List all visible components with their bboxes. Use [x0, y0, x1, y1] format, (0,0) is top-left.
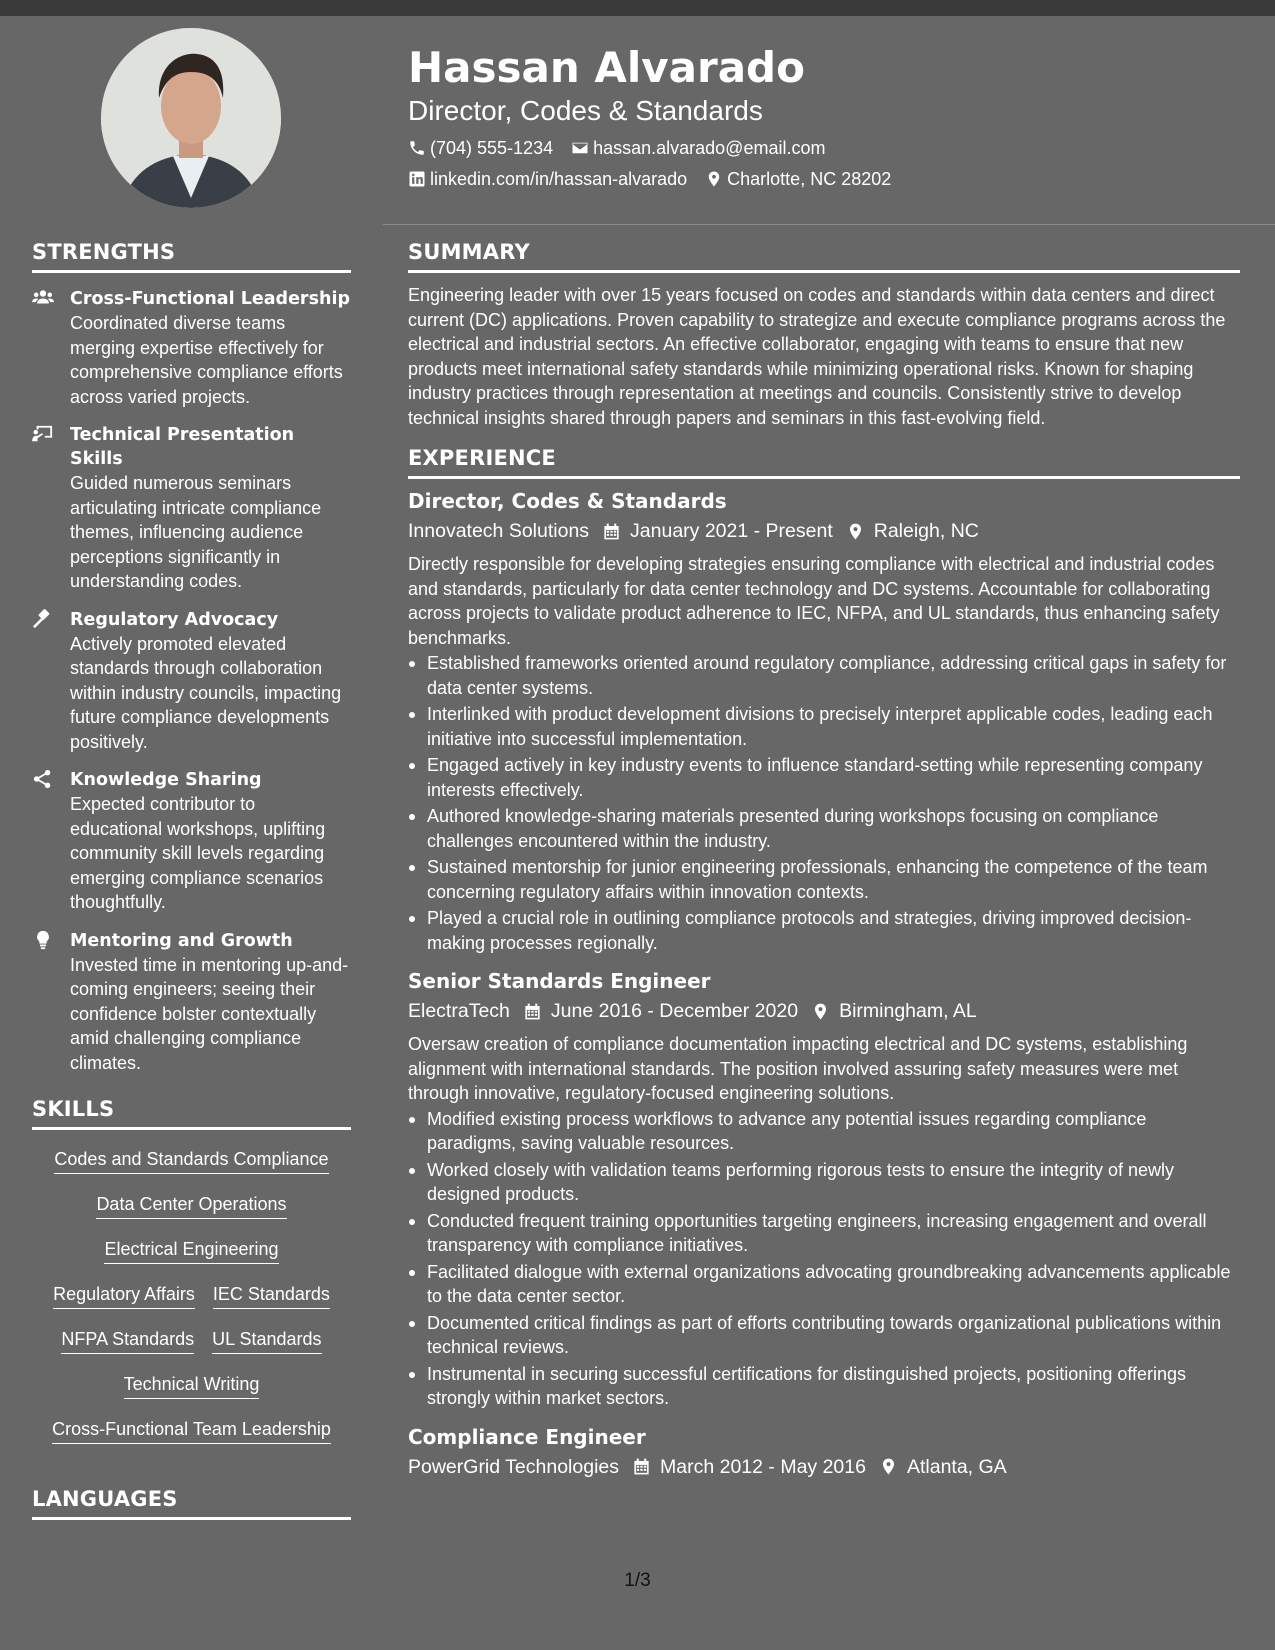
skills-list: [32, 1142, 351, 1457]
list-item: Sustained mentorship for junior engineering professionals, enhancing the competence of the team concerning regulatory affairs within innovation contexts.: [408, 855, 1240, 904]
calendar-icon: [523, 1002, 542, 1021]
job-description: Oversaw creation of compliance documentation impacting electrical and DC systems, establishing alignment with international standards. The position involved assuring safety measures were met through innovative, regulatory-focused engineering solutions.: [408, 1034, 1188, 1103]
list-item: Modified existing process workflows to advance any potential issues regarding compliance paradigms, saving valuable resources.: [408, 1107, 1240, 1156]
job-location: Birmingham, AL: [839, 1000, 977, 1022]
phone-text: (704) 555-1234: [430, 138, 554, 158]
map-pin-icon: [846, 522, 865, 541]
list-item: Documented critical findings as part of efforts contributing towards organizational publications within technical reviews.: [408, 1311, 1240, 1360]
strength-item: [32, 929, 351, 1076]
lightbulb-icon: [32, 930, 54, 950]
calendar-icon: [632, 1457, 651, 1476]
envelope-icon: [571, 139, 589, 157]
skill-tag: Technical Writing: [124, 1373, 260, 1399]
map-pin-icon: [705, 170, 723, 188]
strength-name: Mentoring and Growth: [70, 930, 293, 951]
list-item: Interlinked with product development divisions to precisely interpret applicable codes, leading each initiative into successful implementation.: [408, 702, 1240, 751]
phone-contact[interactable]: [408, 137, 553, 159]
share-icon: [32, 769, 54, 789]
job-dates: June 2016 - December 2020: [550, 1000, 799, 1022]
skill-tag: Electrical Engineering: [104, 1238, 278, 1264]
email-contact[interactable]: [571, 137, 825, 159]
list-item: Facilitated dialogue with external organizations advocating groundbreaking advancements applicable to the data center sector.: [408, 1260, 1240, 1309]
strength-item: [32, 423, 351, 594]
job-company: PowerGrid Technologies: [408, 1455, 620, 1478]
job-company: Innovatech Solutions: [408, 520, 590, 542]
list-item: Instrumental in securing successful certifications for distinguished projects, positioning offerings strongly within market sectors.: [408, 1362, 1240, 1411]
strength-name: Knowledge Sharing: [70, 770, 262, 790]
linkedin-text: linkedin.com/in/hassan-alvarado: [430, 169, 688, 189]
linkedin-icon: [408, 170, 426, 188]
strength-desc: Coordinated diverse teams merging expertise effectively for comprehensive compliance efforts across varied projects.: [70, 313, 343, 407]
header: [408, 42, 1248, 190]
map-pin-icon: [811, 1002, 830, 1021]
gavel-icon: [32, 609, 54, 629]
strength-desc: Invested time in mentoring up-and-coming engineers; seeing their confidence bolster contextually amid challenging compliance climates.: [70, 954, 349, 1073]
job-title: Senior Standards Engineer: [408, 969, 711, 993]
list-item: Established frameworks oriented around regulatory compliance, addressing critical gaps in safety for data center systems.: [408, 651, 1240, 700]
users-icon: [32, 288, 54, 308]
job-bullets: [408, 1107, 1240, 1411]
list-item: Played a crucial role in outlining compliance protocols and strategies, driving improved decision-making processes regionally.: [408, 906, 1240, 955]
contact-row-2: [408, 168, 1248, 190]
job-description: Directly responsible for developing strategies ensuring compliance with electrical and industrial codes and standards, particularly for data center technology and DC systems. Accountable for collaborating across projects to validate product adherence to IEC, NFPA, and UL standards, thus enhancing safety benchmarks.: [408, 554, 1220, 648]
phone-icon: [408, 139, 426, 157]
header-divider: [383, 224, 1275, 225]
job-title: Compliance Engineer: [408, 1424, 646, 1449]
list-item: Worked closely with validation teams performing rigorous tests to ensure the integrity of newly designed products.: [408, 1158, 1240, 1207]
candidate-name: Hassan Alvarado: [408, 43, 805, 92]
strength-name: Technical Presentation Skills: [70, 425, 295, 469]
strength-item: [32, 608, 351, 755]
page-number: 1/3: [624, 1570, 651, 1591]
skill-tag: Data Center Operations: [96, 1193, 286, 1219]
skill-tag: NFPA Standards: [61, 1328, 194, 1354]
job-entry: [408, 487, 1240, 955]
job-dates: January 2021 - Present: [630, 520, 833, 542]
languages-heading: LANGUAGES: [32, 1487, 351, 1520]
strengths-heading: STRENGTHS: [32, 240, 351, 273]
strength-desc: Expected contributor to educational workshops, uplifting community skill levels regarding emerging compliance scenarios thoughtfully.: [70, 794, 326, 912]
job-meta: [408, 518, 1240, 544]
profile-photo: [101, 28, 281, 208]
top-bar: [0, 0, 1275, 16]
skill-tag: Codes and Standards Compliance: [54, 1148, 328, 1174]
summary-text: Engineering leader with over 15 years focused on codes and standards within data centers and direct current (DC) applications. Proven capability to strategize and execute compliance programs across the electrical and industrial sectors. An effective collaborator, engaging with teams to ensure that new products meet international safety standards while minimizing operational risks. Known for shaping industry practices through representation at meetings and councils. Consistently strive to develop technical insights shared through papers and seminars in this fast-evolving field.: [408, 285, 1226, 428]
experience-heading: EXPERIENCE: [408, 446, 1240, 479]
job-bullets: [408, 651, 1240, 955]
email-text: hassan.alvarado@email.com: [593, 138, 826, 158]
job-title: Director, Codes & Standards: [408, 489, 727, 513]
linkedin-contact[interactable]: [408, 168, 687, 190]
list-item: Conducted frequent training opportunities targeting engineers, increasing engagement and overall transparency with compliance initiatives.: [408, 1209, 1240, 1258]
presentation-icon: [32, 424, 54, 444]
main-content: [408, 240, 1240, 1480]
job-meta: [408, 1454, 1240, 1480]
strength-item: [32, 287, 351, 409]
strength-desc: Actively promoted elevated standards through collaboration within industry councils, impacting future compliance developments positively.: [70, 633, 342, 752]
location-text: Charlotte, NC 28202: [727, 169, 892, 189]
strength-name: Cross-Functional Leadership: [70, 289, 350, 309]
skills-heading: SKILLS: [32, 1097, 351, 1130]
job-company: ElectraTech: [408, 1000, 510, 1022]
strength-desc: Guided numerous seminars articulating intricate compliance themes, influencing audience perceptions significantly in understanding codes.: [70, 473, 322, 591]
job-entry: [408, 1423, 1240, 1480]
list-item: Authored knowledge-sharing materials presented during workshops focusing on compliance challenges encountered within the industry.: [408, 804, 1240, 853]
map-pin-icon: [879, 1457, 898, 1476]
calendar-icon: [602, 522, 621, 541]
job-meta: [408, 998, 1240, 1024]
sidebar: [32, 240, 351, 1520]
strength-name: Regulatory Advocacy: [70, 609, 279, 630]
candidate-title: Director, Codes & Standards: [408, 95, 763, 126]
list-item: Engaged actively in key industry events to influence standard-setting while representing company interests effectively.: [408, 753, 1240, 802]
contact-row-1: [408, 137, 1248, 159]
skill-tag: Regulatory Affairs: [53, 1283, 195, 1309]
avatar: [101, 28, 281, 208]
location-contact: [705, 168, 891, 190]
skill-tag: IEC Standards: [213, 1283, 330, 1309]
summary-heading: SUMMARY: [408, 240, 1240, 273]
job-dates: March 2012 - May 2016: [660, 1455, 866, 1478]
skill-tag: Cross-Functional Team Leadership: [52, 1418, 331, 1444]
strength-item: [32, 768, 351, 915]
skill-tag: UL Standards: [212, 1328, 321, 1354]
job-entry: [408, 967, 1240, 1411]
job-location: Atlanta, GA: [906, 1455, 1007, 1478]
job-location: Raleigh, NC: [873, 520, 979, 542]
